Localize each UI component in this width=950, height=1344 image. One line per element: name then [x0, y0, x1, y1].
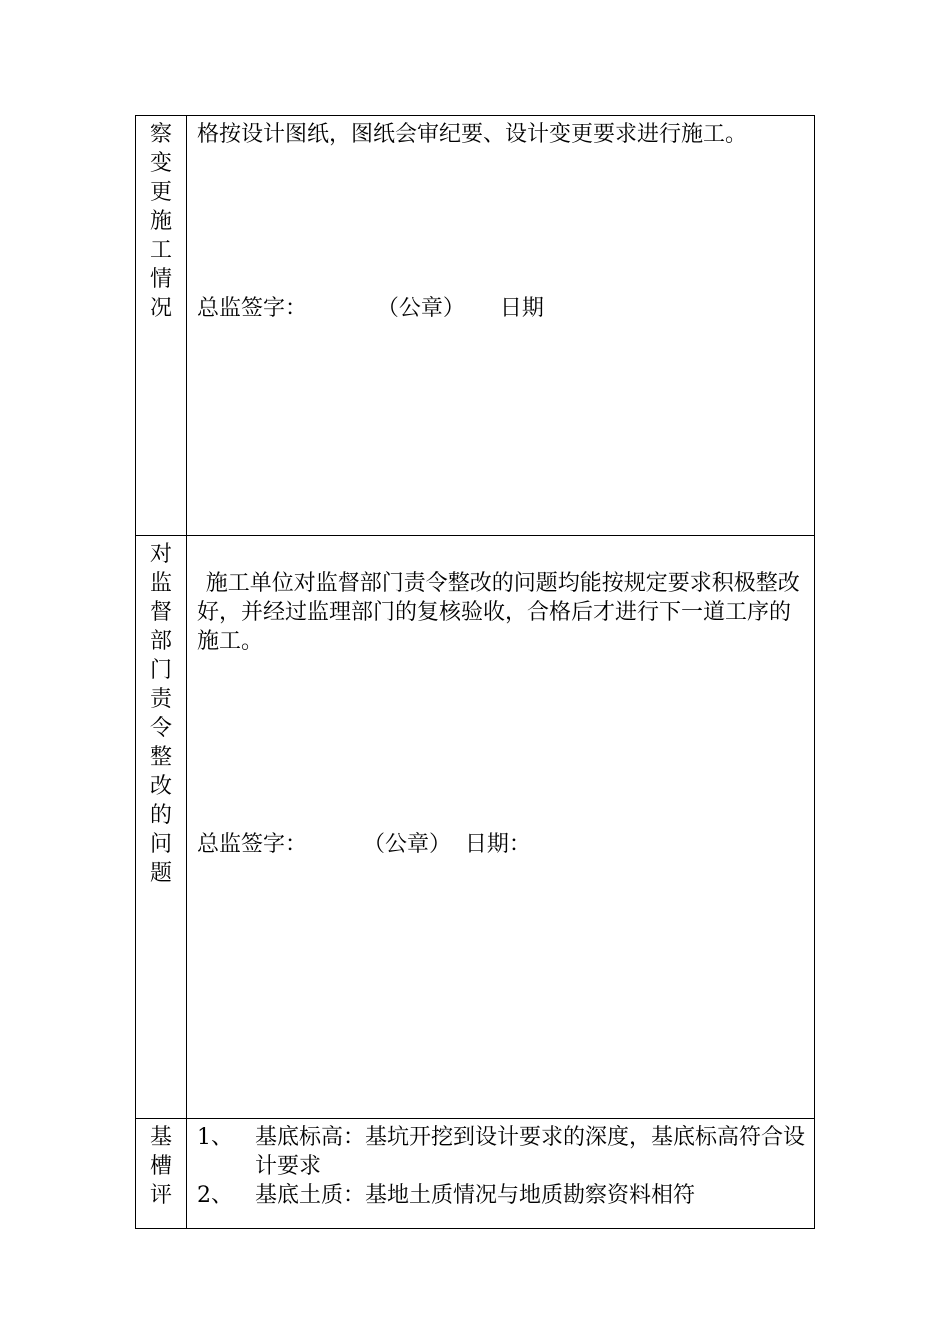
row-foundation-evaluation	[136, 1119, 815, 1229]
list-number: 2、	[197, 1183, 233, 1208]
label-char: 责	[149, 687, 172, 712]
label-char: 监	[149, 571, 172, 596]
content-text: 施工单位对监督部门责令整改的问题均能按规定要求积极整改好，并经过监理部门的复核验收，合格后才进行下一道工序的施工。	[197, 571, 800, 654]
label-char: 基	[149, 1125, 172, 1150]
form-table	[135, 115, 815, 1229]
row-content	[187, 536, 815, 1119]
row-label	[136, 536, 187, 1119]
signature-line: 总监签字： （公章） 日期	[197, 296, 544, 321]
label-char: 变	[149, 151, 172, 176]
inspection-form	[135, 115, 815, 1229]
label-char: 况	[149, 296, 172, 321]
row-label	[136, 1119, 187, 1229]
label-char: 改	[149, 774, 172, 799]
row-rectification	[136, 536, 815, 1119]
label-char: 施	[149, 209, 172, 234]
label-char: 问	[149, 832, 172, 857]
label-char: 督	[149, 600, 172, 625]
list-text: 基底土质：基地土质情况与地质勘察资料相符	[255, 1183, 696, 1208]
list-number: 1、	[197, 1125, 233, 1150]
label-char: 部	[149, 629, 172, 654]
row-content	[187, 1119, 815, 1229]
label-char: 题	[149, 861, 172, 886]
label-char: 评	[149, 1183, 172, 1208]
row-change-construction	[136, 116, 815, 536]
row-content	[187, 116, 815, 536]
list-item	[197, 1123, 806, 1181]
list-item	[197, 1181, 806, 1210]
list-text: 基底标高：基坑开挖到设计要求的深度，基底标高符合设计要求	[255, 1125, 806, 1179]
label-char: 对	[149, 542, 172, 567]
label-char: 的	[149, 803, 172, 828]
label-char: 令	[149, 716, 172, 741]
row-label	[136, 116, 187, 536]
content-text: 格按设计图纸，图纸会审纪要、设计变更要求进行施工。	[197, 122, 748, 147]
label-char: 察	[149, 122, 172, 147]
label-char: 更	[149, 180, 172, 205]
label-char: 整	[149, 745, 172, 770]
label-char: 门	[149, 658, 172, 683]
label-char: 工	[149, 238, 172, 263]
label-char: 槽	[149, 1154, 172, 1179]
signature-line: 总监签字： （公章） 日期：	[197, 832, 531, 857]
label-char: 情	[149, 267, 172, 292]
